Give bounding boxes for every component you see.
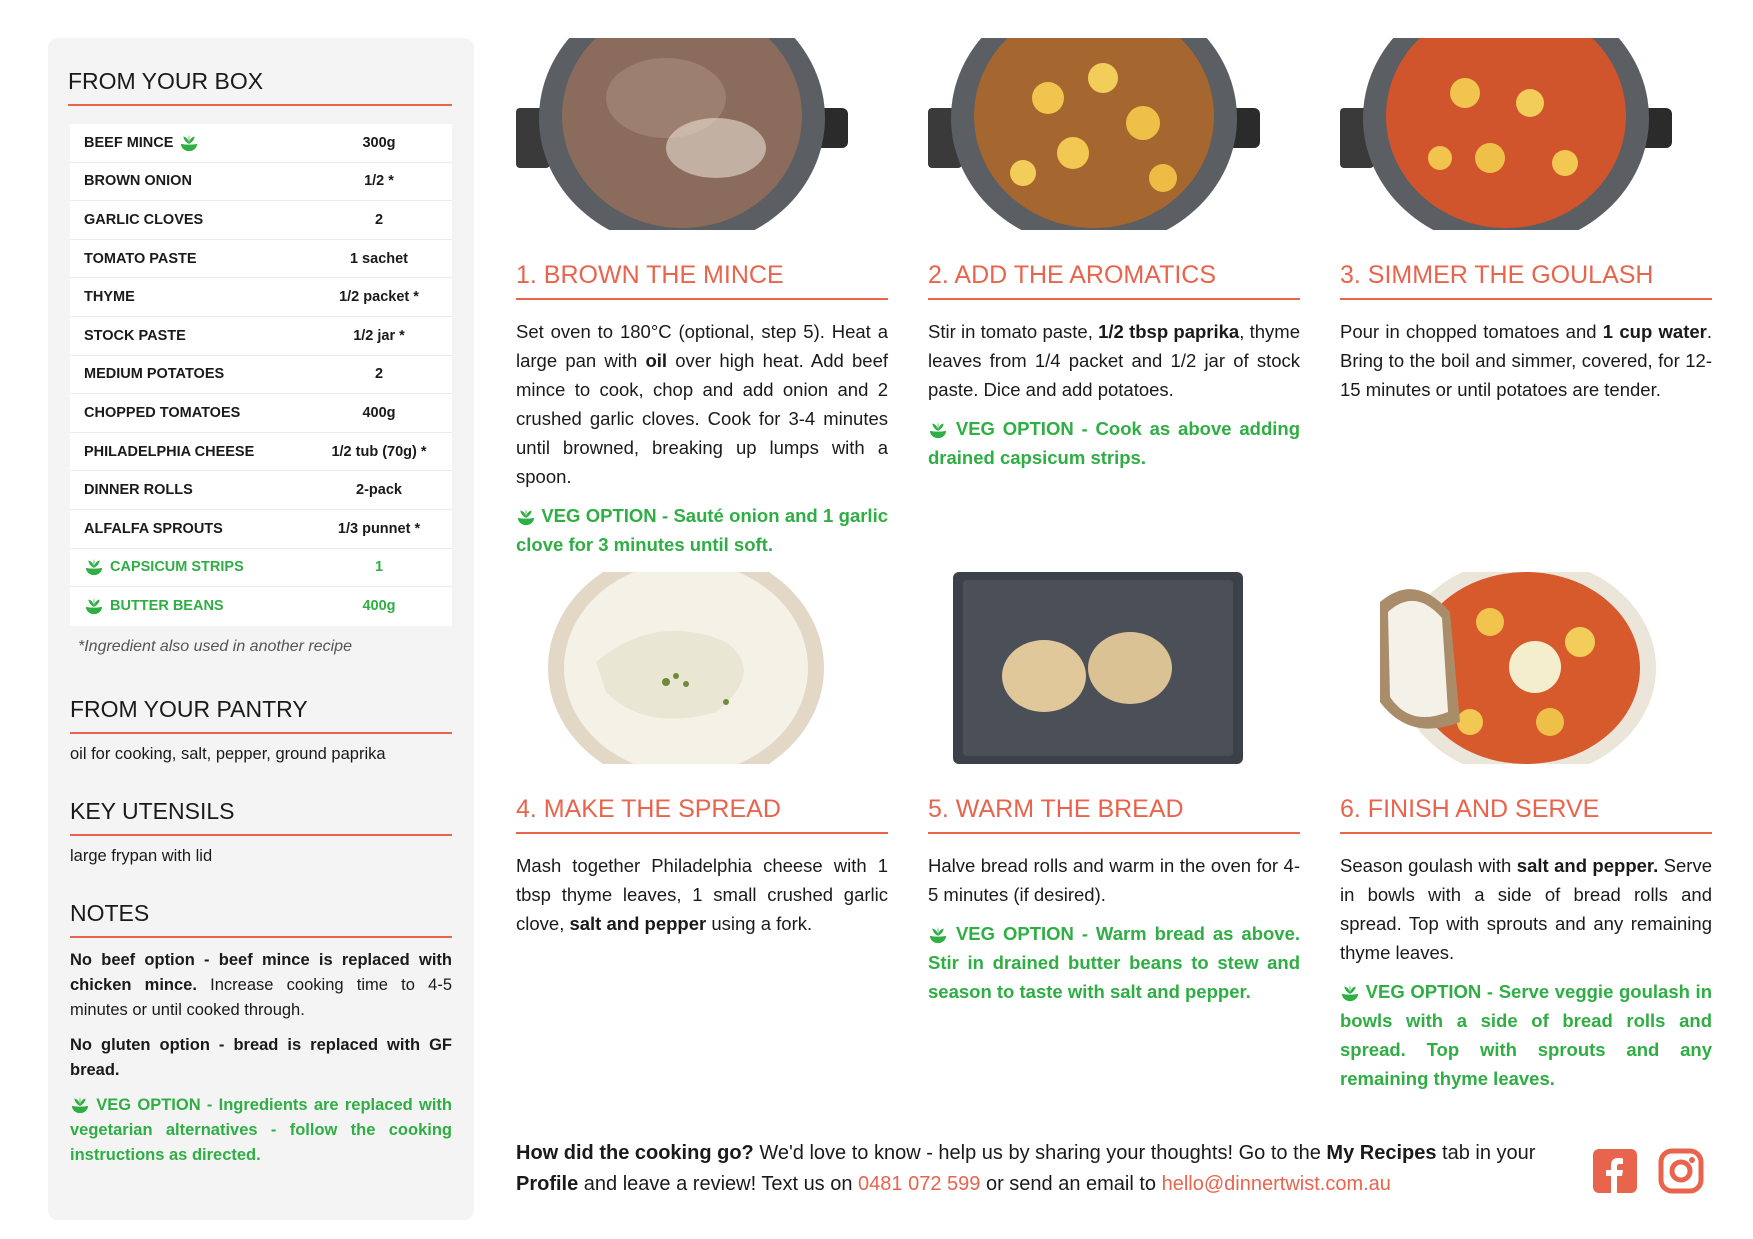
step-6-photo (1340, 572, 1712, 764)
step-1 (516, 38, 888, 559)
vegetarian-leaf-icon (84, 597, 104, 615)
step-1-veg-option: VEG OPTION - Sauté onion and 1 garlic clove for 3 minutes until soft. (516, 505, 888, 555)
step-2 (928, 38, 1300, 472)
step-5-photo (928, 572, 1300, 764)
email-link[interactable]: hello@dinnertwist.com.au (1161, 1173, 1391, 1195)
feedback-footer: How did the cooking go? We'd love to know - help us by sharing your thoughts! Go to the My Recipes tab in your Profile and leave a review! Text us on 0481 072 599 or send an email to hello@dinnertwist.com.au (516, 1142, 1536, 1195)
step-1-title: 1. BROWN THE MINCE (516, 261, 888, 300)
ingredients-table (70, 124, 452, 626)
step-6-veg-option: VEG OPTION - Serve veggie goulash in bowls with a side of bread rolls and spread. Top with sprouts and any remaining thyme leaves. (1340, 981, 1712, 1089)
step-3-text: Pour in chopped tomatoes and 1 cup water. Bring to the boil and simmer, covered, for 12-15 minutes or until potatoes are tender. (1340, 321, 1712, 400)
step-4-title: 4. MAKE THE SPREAD (516, 795, 888, 834)
step-2-text: Stir in tomato paste, 1/2 tbsp paprika, thyme leaves from 1/4 packet and 1/2 jar of stock paste. Dice and add potatoes. (928, 321, 1300, 400)
from-your-pantry-title: FROM YOUR PANTRY (70, 696, 452, 734)
facebook-icon[interactable] (1592, 1148, 1638, 1194)
step-6 (1340, 572, 1712, 1093)
step-5-veg-option: VEG OPTION - Warm bread as above. Stir in drained butter beans to stew and season to taste with salt and pepper. (928, 923, 1301, 1002)
step-4-photo (516, 572, 888, 764)
note-no-beef: No beef option - beef mince is replaced with chicken mince. Increase cooking time to 4-5 minutes or until cooked through. (70, 950, 453, 1019)
ingredient-row: MEDIUM POTATOES 2 (70, 356, 452, 395)
vegetarian-leaf-icon (1340, 984, 1360, 1002)
step-4 (516, 572, 888, 938)
vegetarian-leaf-icon (179, 134, 199, 152)
step-2-photo (928, 38, 1300, 230)
step-1-text: Set oven to 180°C (optional, step 5). Heat a large pan with oil over high heat. Add beef mince to cook, chop and add onion and 2 crushed garlic cloves. Cook for 3-4 minutes until browned, breaking up lumps with a spoon. (516, 321, 889, 487)
step-2-title: 2. ADD THE AROMATICS (928, 261, 1300, 300)
key-utensils-title: KEY UTENSILS (70, 798, 452, 836)
ingredient-row: CHOPPED TOMATOES 400g (70, 394, 452, 433)
utensils-text: large frypan with lid (70, 846, 213, 865)
step-3-photo (1340, 38, 1712, 230)
ingredient-row: GARLIC CLOVES 2 (70, 201, 452, 240)
ingredient-row: ALFALFA SPROUTS 1/3 punnet * (70, 510, 452, 549)
note-no-gluten: No gluten option - bread is replaced with GF bread. (70, 1035, 452, 1079)
ingredient-row: STOCK PASTE 1/2 jar * (70, 317, 452, 356)
step-2-veg-option: VEG OPTION - Cook as above adding drained capsicum strips. (928, 418, 1301, 468)
step-5-title: 5. WARM THE BREAD (928, 795, 1300, 834)
vegetarian-leaf-icon (928, 926, 948, 944)
step-5-text: Halve bread rolls and warm in the oven for 4-5 minutes (if desired). (928, 855, 1300, 905)
vegetarian-leaf-icon (928, 421, 948, 439)
notes-title: NOTES (70, 900, 452, 938)
step-6-title: 6. FINISH AND SERVE (1340, 795, 1712, 834)
ingredient-row-veg: BUTTER BEANS 400g (70, 587, 452, 626)
instagram-icon[interactable] (1658, 1148, 1704, 1194)
note-veg-option: VEG OPTION - Ingredients are replaced with vegetarian alternatives - follow the cooking instructions as directed. (70, 1095, 452, 1164)
ingredient-row: BROWN ONION 1/2 * (70, 163, 452, 202)
from-your-box-title: FROM YOUR BOX (68, 68, 452, 106)
step-4-text: Mash together Philadelphia cheese with 1 tbsp thyme leaves, 1 small crushed garlic clove, salt and pepper using a fork. (516, 855, 888, 934)
step-3-title: 3. SIMMER THE GOULASH (1340, 261, 1712, 300)
ingredients-sidebar (48, 38, 474, 1220)
step-3 (1340, 38, 1712, 404)
ingredient-row: BEEF MINCE 300g (70, 124, 452, 163)
vegetarian-leaf-icon (84, 558, 104, 576)
ingredient-footnote: *Ingredient also used in another recipe (78, 637, 352, 655)
ingredient-row: DINNER ROLLS 2-pack (70, 471, 452, 510)
ingredient-row: TOMATO PASTE 1 sachet (70, 240, 452, 279)
step-1-photo (516, 38, 888, 230)
step-6-text: Season goulash with salt and pepper. Serve in bowls with a side of bread rolls and spread. Top with sprouts and any remaining thyme leaves. (1340, 855, 1713, 963)
ingredient-row: THYME 1/2 packet * (70, 278, 452, 317)
vegetarian-leaf-icon (70, 1096, 90, 1114)
step-5 (928, 572, 1300, 1006)
pantry-text: oil for cooking, salt, pepper, ground paprika (70, 744, 386, 763)
ingredient-row-veg: CAPSICUM STRIPS 1 (70, 549, 452, 588)
phone-link[interactable]: 0481 072 599 (858, 1173, 981, 1195)
vegetarian-leaf-icon (516, 508, 536, 526)
ingredient-row: PHILADELPHIA CHEESE 1/2 tub (70g) * (70, 433, 452, 472)
